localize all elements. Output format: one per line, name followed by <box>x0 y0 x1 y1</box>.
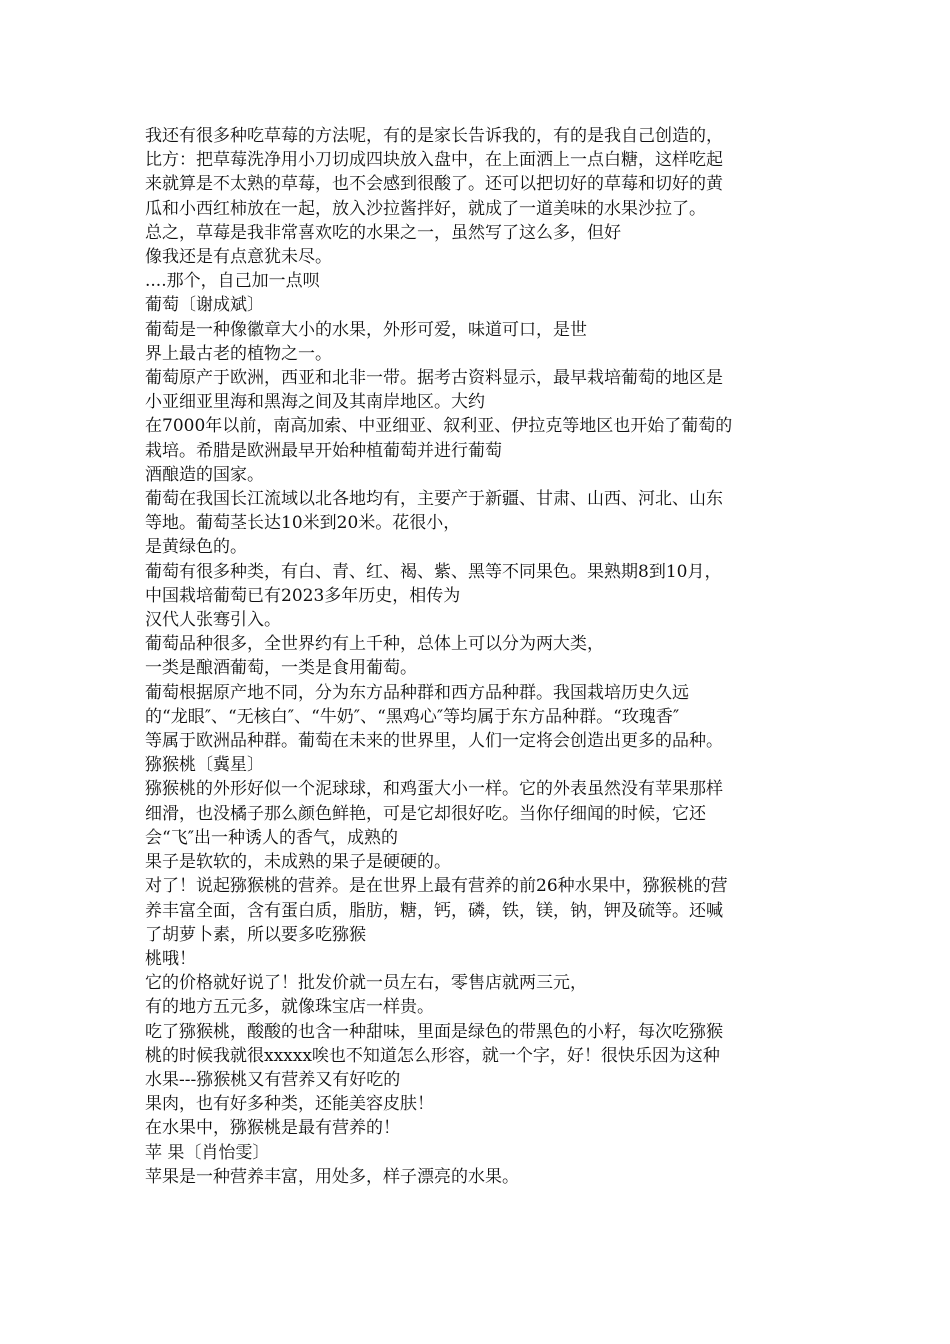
section-heading-kiwi: 猕猴桃〔冀星〕 <box>145 755 264 776</box>
text-line: 葡萄根据原产地不同，分为东方品种群和西方品种群。我国栽培历史久远 <box>145 682 689 703</box>
text-line: 葡萄原产于欧洲，西亚和北非一带。据考古资料显示，最早栽培葡萄的地区是 <box>145 368 723 389</box>
text-line: 栽培。希腊是欧洲最早开始种植葡萄并进行葡萄 <box>145 440 502 461</box>
text-line: 葡萄是一种像徽章大小的水果，外形可爱，味道可口，是世 <box>145 319 587 340</box>
text-line: 养丰富全面，含有蛋白质，脂肪，糖，钙，磷，铁，镁，钠，钾及硫等。还喊 <box>145 900 723 921</box>
text-line: 在水果中，猕猴桃是最有营养的！ <box>145 1118 400 1139</box>
text-line: 瓜和小西红柿放在一起，放入沙拉酱拌好，就成了一道美味的水果沙拉了。 <box>145 198 706 219</box>
text-line: 水果---猕猴桃又有营养又有好吃的 <box>145 1069 401 1090</box>
section-heading-apple: 苹 果〔肖怡雯〕 <box>145 1142 270 1163</box>
text-line: 苹果是一种营养丰富，用处多，样子漂亮的水果。 <box>145 1166 519 1187</box>
text-line: 会“飞″出一种诱人的香气，成熟的 <box>145 827 399 848</box>
text-line: 它的价格就好说了！批发价就一员左右，零售店就两三元， <box>145 973 587 994</box>
text-line: 来就算是不太熟的草莓，也不会感到很酸了。还可以把切好的草莓和切好的黄 <box>145 174 723 195</box>
text-line: 对了！说起猕猴桃的营养。是在世界上最有营养的前26种水果中，猕猴桃的营 <box>145 876 728 897</box>
text-line: 果肉，也有好多种类，还能美容皮肤！ <box>145 1094 434 1115</box>
text-line: 葡萄在我国长江流域以北各地均有，主要产于新疆、甘肃、山西、河北、山东 <box>145 489 723 510</box>
text-line: 吃了猕猴桃，酸酸的也含一种甜味，里面是绿色的带黑色的小籽，每次吃猕猴 <box>145 1021 723 1042</box>
text-line: 了胡萝卜素，所以要多吃猕猴 <box>145 924 366 945</box>
text-line: 有的地方五元多，就像珠宝店一样贵。 <box>145 997 434 1018</box>
text-line: 等属于欧洲品种群。葡萄在未来的世界里，人们一定将会创造出更多的品种。 <box>145 731 723 752</box>
text-line: 汉代人张骞引入。 <box>145 610 281 631</box>
text-line: 等地。葡萄茎长达10米到20米。花很小， <box>145 513 461 534</box>
section-heading-grape: 葡萄〔谢成斌〕 <box>145 295 264 316</box>
text-line: 在7000年以前，南高加索、中亚细亚、叙利亚、伊拉克等地区也开始了葡萄的 <box>145 416 733 437</box>
text-line: 比方：把草莓洗净用小刀切成四块放入盘中，在上面洒上一点白糖，这样吃起 <box>145 150 723 171</box>
text-line: 是黄绿色的。 <box>145 537 247 558</box>
text-line: 我还有很多种吃草莓的方法呢，有的是家长告诉我的，有的是我自己创造的， <box>145 126 723 146</box>
document-body <box>145 124 825 1189</box>
text-line: 果子是软软的，未成熟的果子是硬硬的。 <box>145 852 451 873</box>
text-line: 界上最古老的植物之一。 <box>145 343 332 364</box>
text-line: 总之，草莓是我非常喜欢吃的水果之一，虽然写了这么多，但好 <box>145 222 621 243</box>
text-line: 桃的时候我就很xxxxx唉也不知道怎么形容，就一个字，好！很快乐因为这种 <box>145 1045 720 1066</box>
text-line: 中国栽培葡萄已有2023多年历史，相传为 <box>145 585 461 606</box>
text-line: 桃哦！ <box>145 948 196 969</box>
text-line: 小亚细亚里海和黑海之间及其南岸地区。大约 <box>145 392 485 413</box>
text-line: ....那个，自己加一点呗 <box>145 271 320 292</box>
text-line: 葡萄有很多种类，有白、青、红、褐、紫、黑等不同果色。果熟期8到10月， <box>145 561 722 582</box>
text-line: 葡萄品种很多，全世界约有上千种，总体上可以分为两大类， <box>145 634 604 655</box>
text-line: 像我还是有点意犹未尽。 <box>145 247 332 268</box>
text-line: 一类是酿酒葡萄，一类是食用葡萄。 <box>145 658 417 679</box>
text-line: 的“龙眼″、“无核白″、“牛奶″、“黑鸡心″等均属于东方品种群。“玫瑰香″ <box>145 706 680 727</box>
text-line: 细滑，也没橘子那么颜色鲜艳，可是它却很好吃。当你仔细闻的时候，它还 <box>145 803 706 824</box>
text-line: 猕猴桃的外形好似一个泥球球，和鸡蛋大小一样。它的外表虽然没有苹果那样 <box>145 779 723 800</box>
text-line: 酒酿造的国家。 <box>145 464 264 485</box>
